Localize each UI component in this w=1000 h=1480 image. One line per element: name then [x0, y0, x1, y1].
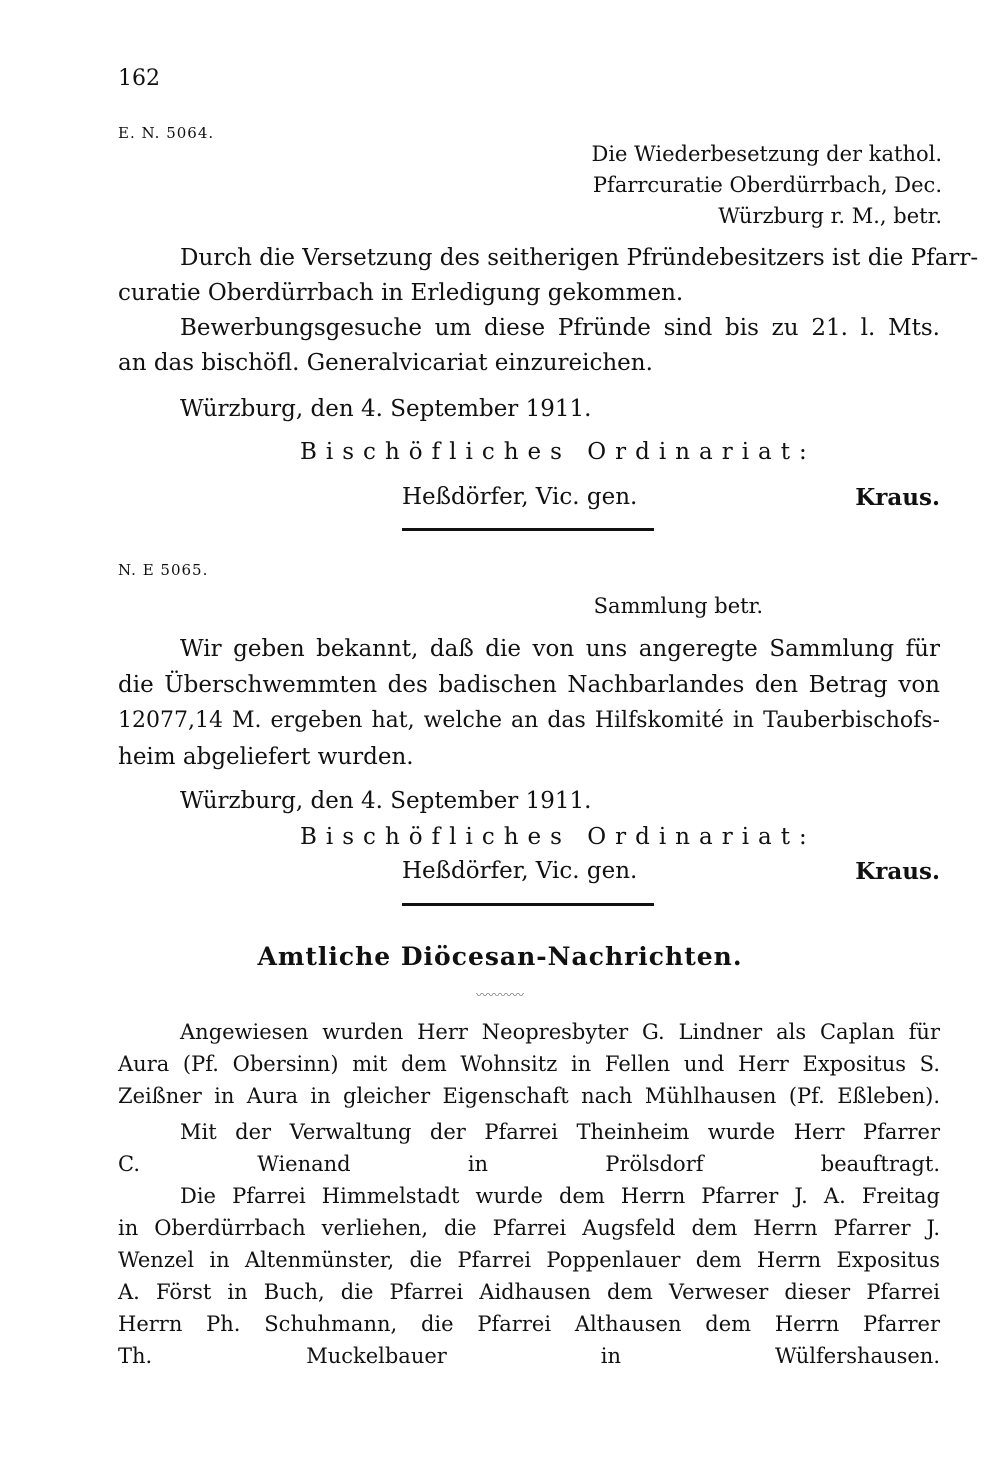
news-line-6: Die Pfarrei Himmelstadt wurde dem Herrn Pfarrer J. A. Freitag [180, 1184, 940, 1208]
news-line-10: Herrn Ph. Schuhmann, die Pfarrei Althausen dem Herrn Pfarrer [118, 1312, 940, 1336]
news-line-7: in Oberdürrbach verliehen, die Pfarrei Augsfeld dem Herrn Pfarrer J. [118, 1216, 940, 1240]
notice2-signer-2: Kraus. [855, 858, 940, 885]
news-line-2: Aura (Pf. Obersinn) mit dem Wohnsitz in Fellen und Herr Expositus S. [118, 1052, 940, 1076]
notice1-signer-2: Kraus. [855, 484, 940, 511]
page-number: 162 [118, 66, 160, 91]
notice2-body-line-4: heim abgeliefert wurden. [118, 744, 414, 770]
notice2-body-line-2: die Überschwemmten des badischen Nachbarlandes den Betrag von [118, 672, 940, 698]
news-line-11: Th. Muckelbauer in Wülfershausen. [118, 1344, 940, 1368]
notice1-body-line-3: Bewerbungsgesuche um diese Pfründe sind bis zu 21. l. Mts. [180, 315, 940, 341]
notice2-subject: Sammlung betr. [593, 594, 763, 618]
notice2-signer: Heßdörfer, Vic. gen. [402, 858, 638, 884]
notice1-body-line-2: curatie Oberdürrbach in Erledigung gekommen. [118, 280, 684, 306]
notice1-authority: Bischöfliches Ordinariat: [300, 439, 816, 465]
notice2-place-date: Würzburg, den 4. September 1911. [180, 788, 592, 814]
news-line-3: Zeißner in Aura in gleicher Eigenschaft nach Mühlhausen (Pf. Eßleben). [118, 1084, 940, 1108]
section-heading: Amtliche Diöcesan-Nachrichten. [257, 942, 743, 971]
notice1-signer: Heßdörfer, Vic. gen. [402, 484, 638, 510]
notice1-subject-line-2: Pfarrcuratie Oberdürrbach, Dec. [592, 173, 942, 197]
news-line-1: Angewiesen wurden Herr Neopresbyter G. Lindner als Caplan für [180, 1020, 940, 1044]
notice1-body-line-1: Durch die Versetzung des seitherigen Pfründebesitzers ist die Pfarr- [180, 245, 979, 271]
notice2-rule [402, 903, 654, 906]
news-line-5: C. Wienand in Prölsdorf beauftragt. [118, 1152, 940, 1176]
notice1-ref: E. N. 5064. [118, 124, 215, 142]
notice2-ref: N. E 5065. [118, 561, 209, 579]
news-line-4: Mit der Verwaltung der Pfarrei Theinheim wurde Herr Pfarrer [180, 1120, 940, 1144]
notice2-authority: Bischöfliches Ordinariat: [300, 824, 816, 850]
news-line-8: Wenzel in Altenmünster, die Pfarrei Poppenlauer dem Herrn Expositus [118, 1248, 940, 1272]
notice2-body-line-1: Wir geben bekannt, daß die von uns angeregte Sammlung für [180, 636, 940, 662]
notice1-subject-line-3: Würzburg r. M., betr. [718, 204, 942, 228]
notice1-body-line-4: an das bischöfl. Generalvicariat einzureichen. [118, 350, 653, 376]
news-line-9: A. Först in Buch, die Pfarrei Aidhausen dem Verweser dieser Pfarrei [118, 1280, 940, 1304]
notice2-body-line-3: 12077,14 M. ergeben hat, welche an das Hilfskomité in Tauberbischofs- [118, 708, 940, 733]
heading-ornament: 〰〰〰〰 [475, 988, 524, 1002]
notice1-place-date: Würzburg, den 4. September 1911. [180, 396, 592, 422]
notice1-subject-line-1: Die Wiederbesetzung der kathol. [591, 142, 942, 166]
notice1-rule [402, 528, 654, 531]
